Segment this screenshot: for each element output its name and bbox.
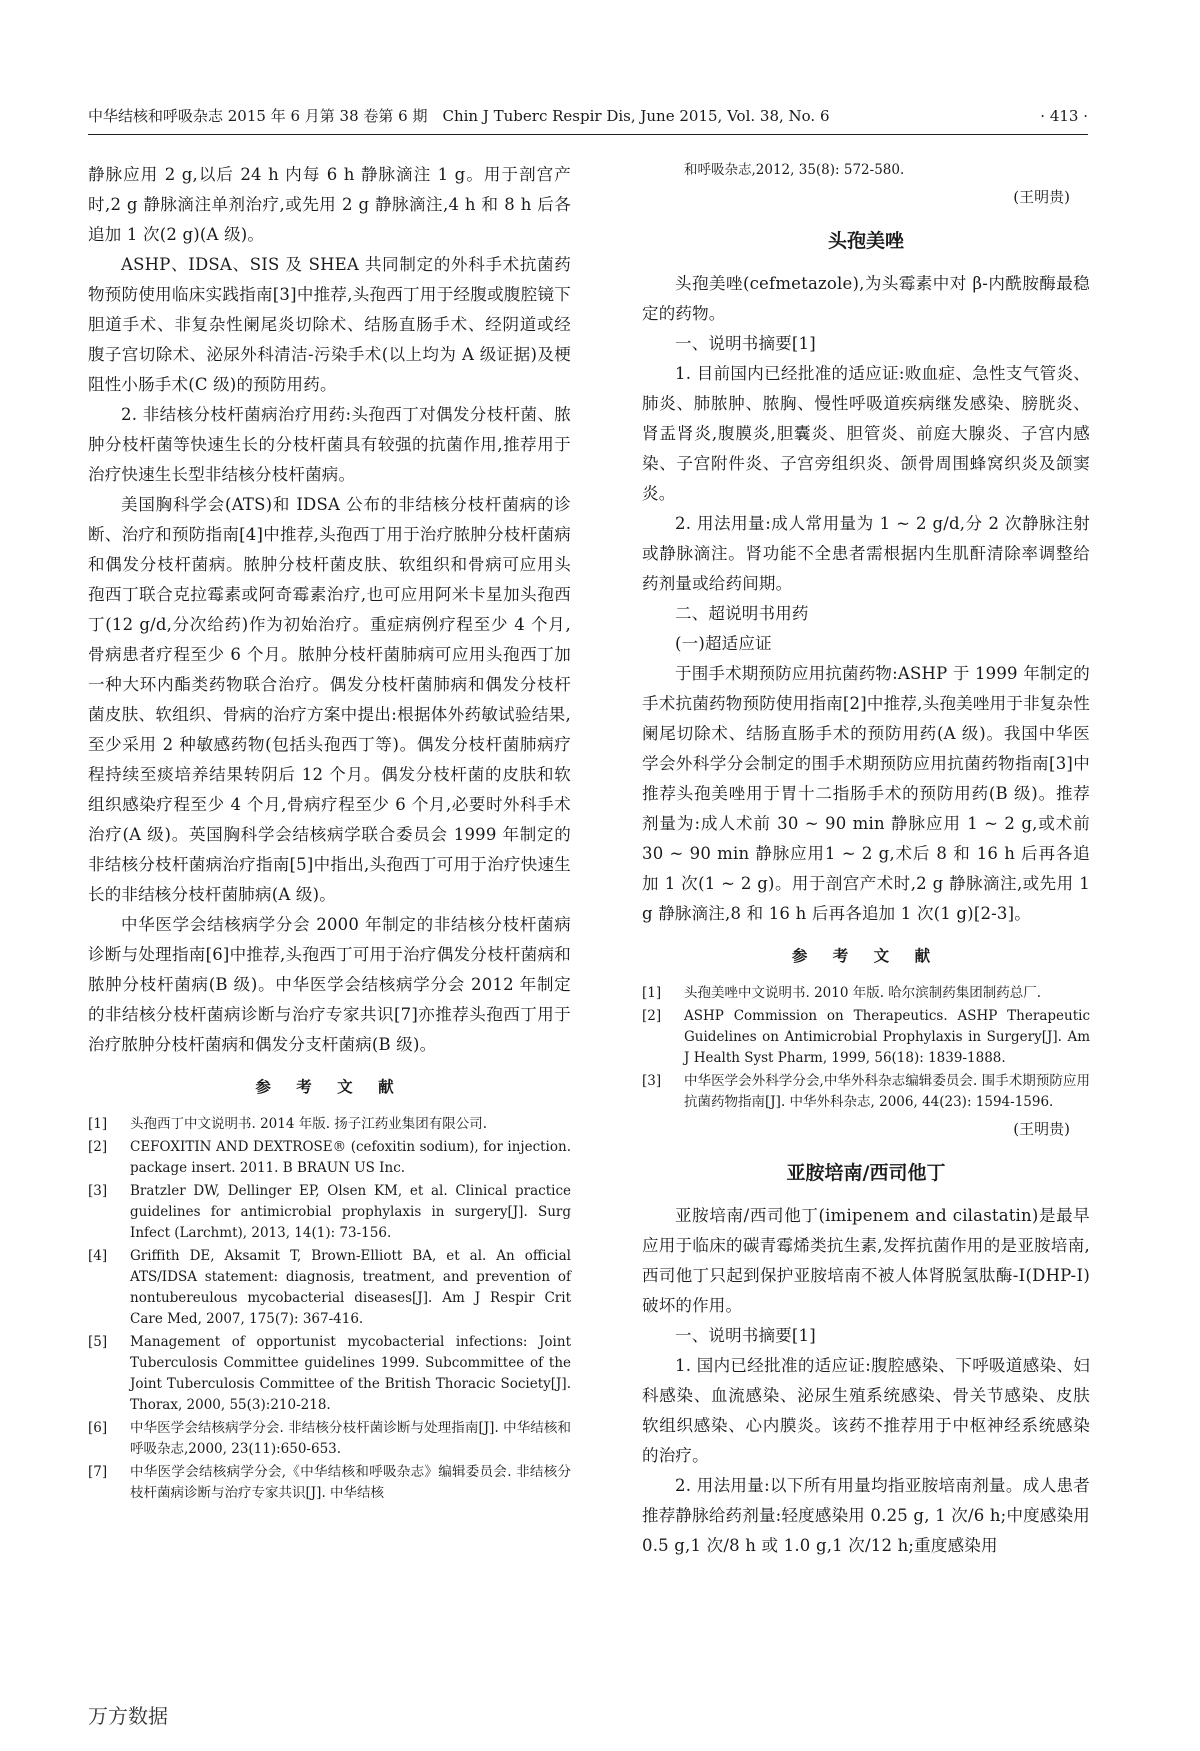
section-title: 头孢美唑 xyxy=(827,230,904,252)
subheading: 一、说明书摘要[1] xyxy=(675,334,816,353)
paragraph: 静脉应用 2 g,以后 24 h 内每 6 h 静脉滴注 1 g。用于剖宫产时,2 g 静脉滴注单剂治疗,或先用 2 g 静脉滴注,4 h 和 8 h 后各追加 1 次(2 g)(A 级)。 xyxy=(88,165,571,244)
journal-citation: 中华结核和呼吸杂志 2015 年 6 月第 38 卷第 6 期 Chin J Tuberc Respir Dis, June 2015, Vol. 38, No. 6 xyxy=(88,107,830,125)
reference-item: [4] Griffith DE, Aksamit T, Brown-Elliott BA, et al. An official ATS/IDSA statement: diagnosis, treatment, and prevention of nontubereulous mycobacterial diseases[J]. Am J Respir Crit Care Med, 2007, 175(7): 367-416. xyxy=(88,1248,571,1327)
reference-item: [2] CEFOXITIN AND DEXTROSE® (cefoxitin sodium), for injection. package insert. 2011. B BRAUN US Inc. xyxy=(88,1139,571,1176)
paragraph: 2. 用法用量:以下所有用量均指亚胺培南剂量。成人患者推荐静脉给药剂量:轻度感染用 0.25 g, 1 次/6 h;中度感染用 0.5 g,1 次/8 h 或 1.0 g,1 次/12 h;重度感染用 xyxy=(642,1476,1090,1555)
reference-item: [1] 头孢西丁中文说明书. 2014 年版. 扬子江药业集团有限公司. xyxy=(88,1116,488,1132)
reference-list xyxy=(642,983,1090,1113)
reference-list xyxy=(88,1114,571,1504)
left-column xyxy=(88,160,571,1506)
paragraph: 2. 用法用量:成人常用量为 1 ~ 2 g/d,分 2 次静脉注射或静脉滴注。肾功能不全患者需根据内生肌酐清除率调整给药剂量或给药间期。 xyxy=(642,514,1090,593)
right-column xyxy=(642,160,1090,1561)
author-signature: (王明贵) xyxy=(1013,1120,1070,1138)
reference-item: [3] Bratzler DW, Dellinger EP, Olsen KM, et al. Clinical practice guidelines for antimicrobial prophylaxis in surgery[J]. Surg Infect (Larchmt), 2013, 14(1): 73-156. xyxy=(88,1183,571,1241)
subheading: (一)超适应证 xyxy=(675,634,772,653)
reference-item: [1] 头孢美唑中文说明书. 2010 年版. 哈尔滨制药集团制药总厂. xyxy=(642,985,1042,1001)
paragraph: 于围手术期预防应用抗菌药物:ASHP 于 1999 年制定的手术抗菌药物预防使用指南[2]中推荐,头孢美唑用于非复杂性阑尾切除术、结肠直肠手术的预防用药(A 级)。我国中华医学会外科学分会制定的围手术期预防应用抗菌药物指南[3]中推荐头孢美唑用于胃十二指肠手术的预防用药(B 级)。推荐剂量为:成人术前 30 ~ 90 min 静脉应用 1 ~ 2 g,或术前 30 ~ 90 min 静脉应用1 ~ 2 g,术后 8 和 16 h 后再各追加 1 次(1 ~ 2 g)。用于剖宫产术时,2 g 静脉滴注,或先用 1 g 静脉滴注,8 和 16 h 后再各追加 1 次(1 g)[2-3]。 xyxy=(642,664,1090,923)
author-signature: (王明贵) xyxy=(1013,188,1070,206)
reference-item: [6] 中华医学会结核病学分会. 非结核分枝杆菌诊断与处理指南[J]. 中华结核和呼吸杂志,2000, 23(11):650-653. xyxy=(88,1420,571,1457)
paragraph: 2. 非结核分枝杆菌病治疗用药:头孢西丁对偶发分枝杆菌、脓肿分枝杆菌等快速生长的分枝杆菌具有较强的抗菌作用,推荐用于治疗快速生长型非结核分枝杆菌病。 xyxy=(88,405,571,484)
reference-item: [3] 中华医学会外科学分会,中华外科杂志编辑委员会. 围手术期预防应用抗菌药物指南[J]. 中华外科杂志, 2006, 44(23): 1594-1596. xyxy=(642,1073,1090,1110)
references-heading: 参 考 文 献 xyxy=(791,947,941,965)
reference-continuation: 和呼吸杂志,2012, 35(8): 572-580. xyxy=(684,162,905,178)
reference-item: [5] Management of opportunist mycobacterial infections: Joint Tuberculosis Committee guidelines 1999. Subcommittee of the Joint Tuberculosis Committee of the British Thoracic Society[J]. Thorax, 2000, 55(3):210-218. xyxy=(88,1334,571,1413)
running-header xyxy=(88,104,1088,135)
watermark: 万方数据 xyxy=(88,1704,168,1728)
references-heading: 参 考 文 献 xyxy=(255,1078,404,1096)
subheading: 二、超说明书用药 xyxy=(675,604,809,623)
paragraph: 中华医学会结核病学分会 2000 年制定的非结核分枝杆菌病诊断与处理指南[6]中推荐,头孢西丁可用于治疗偶发分枝杆菌病和脓肿分枝杆菌病(B 级)。中华医学会结核病学分会 2012 年制定的非结核分枝杆菌病诊断与治疗专家共识[7]亦推荐头孢西丁用于治疗脓肿分枝杆菌病和偶发分支杆菌病(B 级)。 xyxy=(88,915,571,1054)
subheading: 一、说明书摘要[1] xyxy=(675,1326,816,1345)
paragraph: 头孢美唑(cefmetazole),为头霉素中对 β-内酰胺酶最稳定的药物。 xyxy=(642,274,1090,323)
paragraph: 1. 国内已经批准的适应证:腹腔感染、下呼吸道感染、妇科感染、血流感染、泌尿生殖系统感染、骨关节感染、皮肤软组织感染、心内膜炎。该药不推荐用于中枢神经系统感染的治疗。 xyxy=(642,1356,1090,1465)
reference-item: [7] 中华医学会结核病学分会,《中华结核和呼吸杂志》编辑委员会. 非结核分枝杆菌病诊断与治疗专家共识[J]. 中华结核 xyxy=(88,1464,571,1501)
section-title: 亚胺培南/西司他丁 xyxy=(786,1162,946,1184)
paragraph: 美国胸科学会(ATS)和 IDSA 公布的非结核分枝杆菌病的诊断、治疗和预防指南[4]中推荐,头孢西丁用于治疗脓肿分枝杆菌病和偶发分枝杆菌病。脓肿分枝杆菌皮肤、软组织和骨病可应用头孢西丁联合克拉霉素或阿奇霉素治疗,也可应用阿米卡星加头孢西丁(12 g/d,分次给药)作为初始治疗。重症病例疗程至少 4 个月,骨病患者疗程至少 6 个月。脓肿分枝杆菌肺病可应用头孢西丁加一种大环内酯类药物联合治疗。偶发分枝杆菌肺病和偶发分枝杆菌皮肤、软组织、骨病的治疗方案中提出:根据体外药敏试验结果,至少采用 2 种敏感药物(包括头孢西丁等)。偶发分枝杆菌肺病疗程持续至痰培养结果转阴后 12 个月。偶发分枝杆菌的皮肤和软组织感染疗程至少 4 个月,骨病疗程至少 6 个月,必要时外科手术治疗(A 级)。英国胸科学会结核病学联合委员会 1999 年制定的非结核分枝杆菌病治疗指南[5]中指出,头孢西丁可用于治疗快速生长的非结核分枝杆菌肺病(A 级)。 xyxy=(88,495,571,904)
paragraph: ASHP、IDSA、SIS 及 SHEA 共同制定的外科手术抗菌药物预防使用临床实践指南[3]中推荐,头孢西丁用于经腹或腹腔镜下胆道手术、非复杂性阑尾炎切除术、结肠直肠手术、经阴道或经腹子宫切除术、泌尿外科清洁-污染手术(以上均为 A 级证据)及梗阻性小肠手术(C 级)的预防用药。 xyxy=(88,255,571,394)
page-number: · 413 · xyxy=(1040,107,1088,125)
paragraph: 亚胺培南/西司他丁(imipenem and cilastatin)是最早应用于临床的碳青霉烯类抗生素,发挥抗菌作用的是亚胺培南,西司他丁只起到保护亚胺培南不被人体肾脱氢肽酶-Ⅰ(DHP-Ⅰ)破坏的作用。 xyxy=(642,1206,1090,1315)
reference-item: [2] ASHP Commission on Therapeutics. ASHP Therapeutic Guidelines on Antimicrobial Prophylaxis in Surgery[J]. Am J Health Syst Pharm, 1999, 56(18): 1839-1888. xyxy=(642,1008,1090,1066)
paragraph: 1. 目前国内已经批准的适应证:败血症、急性支气管炎、肺炎、肺脓肿、脓胸、慢性呼吸道疾病继发感染、膀胱炎、肾盂肾炎,腹膜炎,胆囊炎、胆管炎、前庭大腺炎、子宫内感染、子宫附件炎、子宫旁组织炎、颌骨周围蜂窝织炎及颌窦炎。 xyxy=(642,364,1090,503)
